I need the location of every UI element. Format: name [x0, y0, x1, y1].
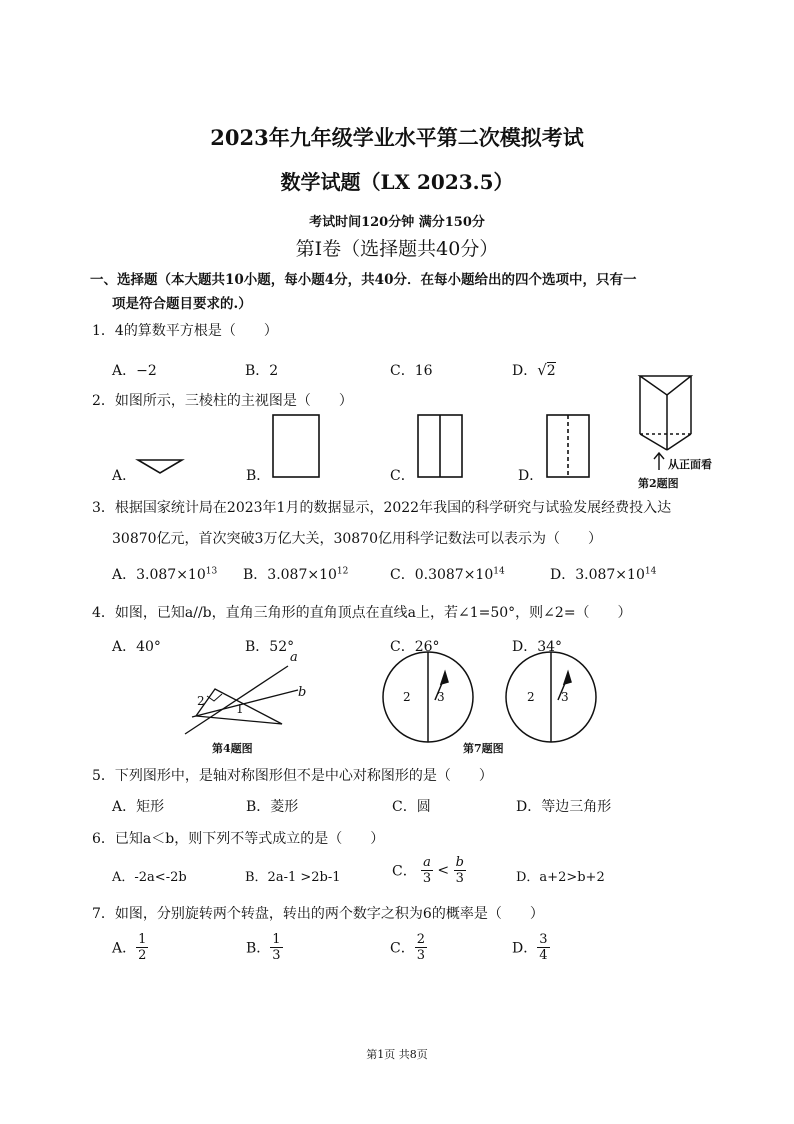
q6-frac-a-den: 3 — [422, 871, 432, 886]
q7-fig-caption: 第7题图 — [463, 742, 504, 755]
q7-option-c-num: 2 — [416, 932, 425, 947]
q1-option-c: C．16 — [390, 363, 433, 379]
q2-option-b-rect — [273, 415, 319, 477]
q6-option-b: B．2a-1 >2b-1 — [245, 870, 341, 885]
q3-option-d-exp: 14 — [644, 566, 657, 577]
q4-label-b: b — [298, 685, 307, 700]
q6-option-a: A．-2a<-2b — [112, 870, 187, 885]
q5-option-b: B．菱形 — [246, 799, 299, 815]
q5-option-d: D．等边三角形 — [516, 799, 612, 815]
q4-fig-caption: 第4题图 — [212, 742, 253, 755]
q1-option-b: B．2 — [245, 363, 279, 379]
q2-option-a-triangle — [138, 460, 182, 473]
q3-option-a-base: A．3.087×10 — [112, 567, 206, 583]
subject-title: 数学试题（LX 2023.5） — [280, 170, 514, 194]
q3-option-c — [390, 564, 505, 584]
q5-option-a: A．矩形 — [112, 799, 165, 815]
q3-option-c-base: C．0.3087×10 — [390, 567, 494, 583]
q3-option-a-exp: 13 — [205, 566, 218, 577]
q6-stem: 6．已知a＜b，则下列不等式成立的是（ ） — [92, 831, 385, 847]
spinner-left-label-2: 2 — [403, 690, 411, 704]
q1-option-d-label: D． — [512, 363, 538, 379]
q7-stem: 7．如图，分别旋转两个转盘，转出的两个数字之积为6的概率是（ ） — [92, 906, 544, 922]
q4-angle-2: 2 — [197, 694, 205, 708]
q7-option-b-frac — [270, 932, 282, 963]
q3-option-a — [112, 564, 217, 584]
q3-option-c-exp: 14 — [493, 566, 505, 577]
spinner-right — [506, 652, 596, 742]
spinner-right-label-2: 2 — [527, 690, 535, 704]
part-intro-line2: 项是符合题目要求的.） — [112, 296, 252, 312]
q7-option-d-num: 3 — [539, 932, 548, 947]
q7-option-a-num: 1 — [138, 932, 147, 947]
q3-line1: 3．根据国家统计局在2023年1月的数据显示，2022年我国的科学研究与试验发展经费投入达 — [92, 500, 672, 516]
q4-option-a: A．40° — [112, 639, 161, 655]
q7-option-a — [112, 932, 148, 963]
q7-option-b-label: B． — [246, 940, 271, 957]
q2-fig-caption: 第2题图 — [638, 477, 679, 490]
q3-option-d — [550, 564, 656, 584]
q6-frac-b-den: 3 — [455, 871, 464, 886]
q5-option-c: C．圆 — [392, 799, 431, 815]
q1-option-a: A．−2 — [112, 363, 157, 379]
q7-option-c-label: C． — [390, 940, 415, 957]
q3-option-b-exp: 12 — [336, 566, 349, 577]
q7-option-b-num: 1 — [272, 932, 281, 947]
spinner-left — [383, 652, 473, 742]
q7-option-a-den: 2 — [138, 948, 147, 963]
q6-option-c-label: C． — [392, 863, 417, 880]
triangular-prism — [640, 376, 691, 450]
part-intro-line1: 一、选择题（本大题共10小题，每小题4分，共40分．在每小题给出的四个选项中，只有一 — [90, 272, 637, 288]
q3-option-d-base: D．3.087×10 — [550, 567, 645, 583]
q6-frac-b-num: b — [455, 855, 464, 870]
exam-title: 2023年九年级学业水平第二次模拟考试 — [210, 125, 584, 150]
q6-less-than: < — [437, 862, 450, 879]
q7-option-d-den: 4 — [539, 948, 548, 963]
q6-frac-b — [454, 855, 466, 886]
q7-option-c-frac — [415, 932, 427, 963]
q7-option-d-label: D． — [512, 940, 538, 957]
q5-stem: 5．下列图形中，是轴对称图形但不是中心对称图形的是（ ） — [92, 768, 493, 784]
q3-line2: 30870亿元，首次突破3万亿大关，30870亿用科学记数法可以表示为（ ） — [112, 531, 602, 547]
q2-option-b: B． — [246, 468, 271, 484]
q7-option-a-label: A． — [112, 940, 137, 957]
q4-option-c: C．26° — [390, 639, 440, 655]
q7-option-c — [390, 932, 427, 963]
q7-option-d-frac — [537, 932, 549, 963]
section-title: 第Ⅰ卷（选择题共40分） — [295, 238, 499, 260]
q1-stem: 1．4的算数平方根是（ ） — [92, 323, 278, 339]
q4-option-d: D．34° — [512, 639, 563, 655]
q2-option-d: D． — [518, 468, 544, 484]
spinner-right-label-3: 3 — [561, 690, 569, 704]
q6-frac-a — [421, 855, 433, 886]
spinner-left-label-3: 3 — [437, 690, 445, 704]
view-arrow — [654, 453, 664, 470]
exam-info: 考试时间120分钟 满分150分 — [309, 215, 485, 230]
q6-option-c — [392, 855, 466, 886]
q2-view-label: 从正面看 — [668, 458, 712, 471]
q7-option-a-frac — [136, 932, 148, 963]
q6-frac-a-num: a — [423, 855, 431, 870]
q7-option-d — [512, 932, 550, 963]
q1-option-d-radicand: 2 — [546, 363, 556, 379]
q2-option-a: A． — [112, 468, 137, 484]
page-number: 第1页 共8页 — [366, 1048, 428, 1061]
q4-label-a: a — [290, 650, 298, 665]
q6-option-d: D．a+2>b+2 — [516, 870, 605, 885]
q4-option-b: B．52° — [245, 639, 295, 655]
q3-option-b-base: B．3.087×10 — [243, 567, 337, 583]
sqrt-sign: √ — [537, 361, 547, 379]
q2-option-c: C． — [390, 468, 415, 484]
q7-option-c-den: 3 — [416, 948, 425, 963]
q7-option-b-den: 3 — [272, 948, 281, 963]
q3-option-b — [243, 564, 348, 584]
q4-angle-1: 1 — [236, 702, 244, 716]
q2-stem: 2．如图所示，三棱柱的主视图是（ ） — [92, 393, 353, 409]
q4-stem: 4．如图，已知a//b，直角三角形的直角顶点在直线a上，若∠1=50°，则∠2=（ ） — [92, 605, 632, 621]
q7-option-b — [246, 932, 283, 963]
